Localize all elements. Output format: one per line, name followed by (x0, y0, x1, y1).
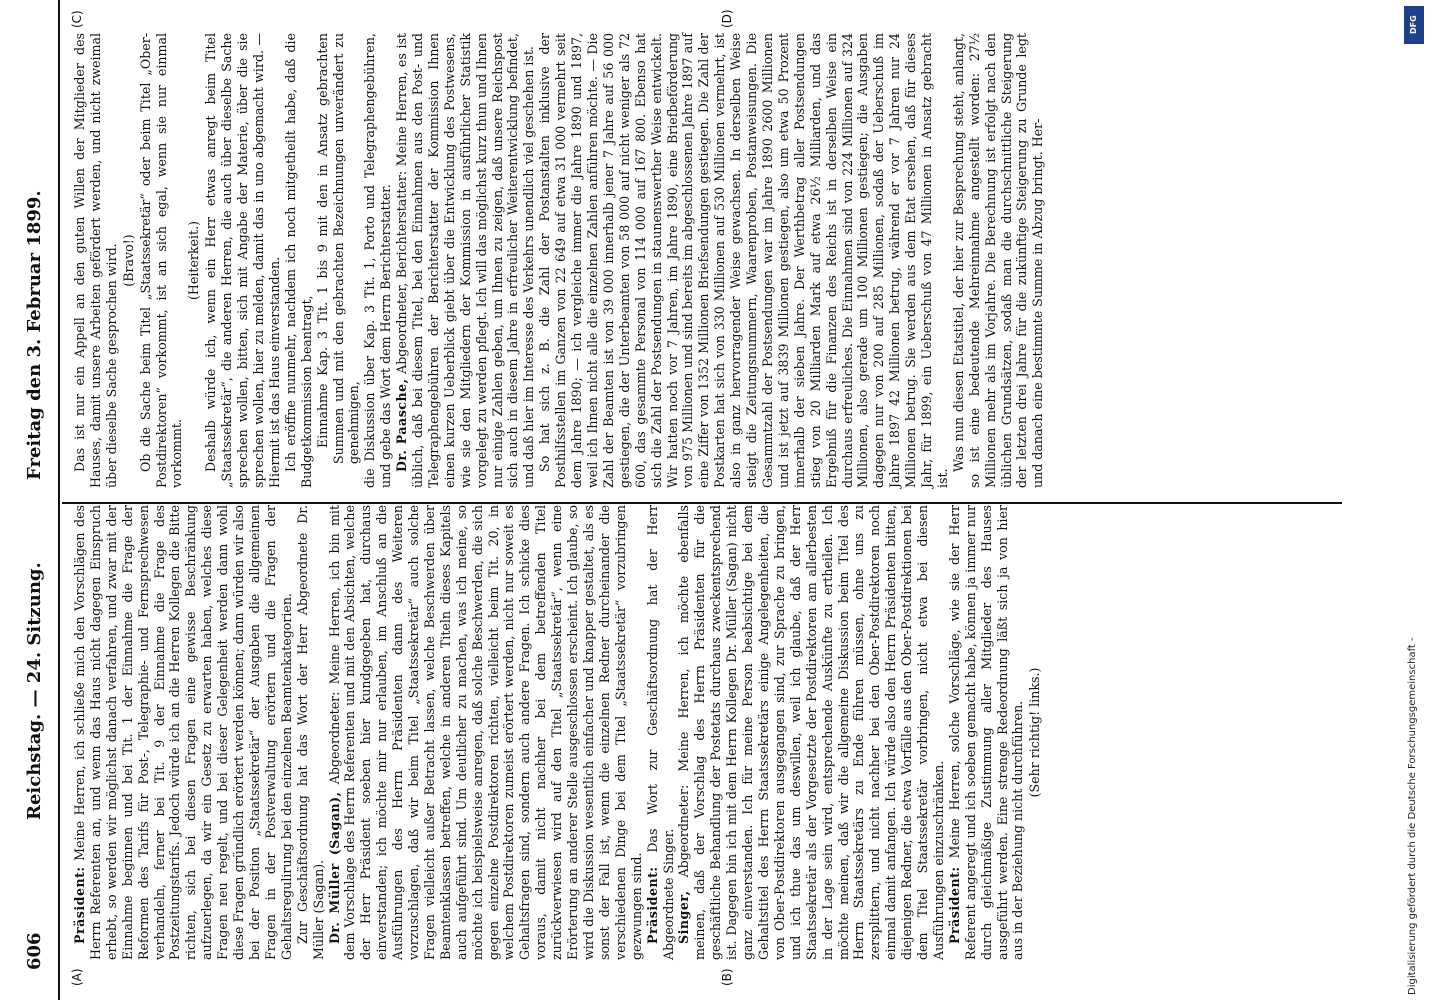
dfg-logo: DFG (1404, 6, 1424, 44)
digitization-credit (1402, 5, 1424, 995)
speaker-name: Präsident: (72, 866, 87, 944)
right-column (72, 33, 1046, 488)
paragraph (327, 505, 645, 960)
paragraph-text: Abgeordneter: Meine Herren, ich möchte ebenfalls meinen, daß der Vorschlag des Herrn Präsidenten für die geschäftliche Behandlung der Postetats durchaus zweckentsprechend ist. Dagegen bin ich mit dem Herrn Kollegen Dr. Müller (Sagan) nicht ganz einverstanden. Ich für meine Person beabsichtige bei dem Gehaltstitel des Herrn Staatssekretärs einige Angelegenheiten, die von Ober-Postdirektoren ausgegangen sind, zur Sprache zu bringen, und ich thue das um deswillen, weil ich glaube, daß der Herr Staatssekretär als der Vorgesetzte der Postdirektoren am allerbesten in der Lage sein wird, entsprechende Auskünfte zu ertheilen. Ich möchte meinen, daß wir die allgemeine Diskussion beim Titel des Herrn Staatssekretärs zu Ende führen müssen, ohne uns zu zersplittern, und nicht nachher bei den Ober-Postdirektoren noch einmal damit anfangen. Ich würde also den Herrn Präsidenten bitten, diejenigen Redner, die etwa Vorfälle aus den Ober-Postdirektionen bei dem Titel Staatssekretär vorbringen, nicht etwa bei diesen Ausführungen einzuschränken. (676, 505, 946, 960)
paragraph: Was nun diesen Etatstitel, der hier zur Besprechung steht, anlangt, so ist eine bedeutende Mehreinnahme angestellt worden: 27½ Millionen mehr als im Vorjahre. Die Berechnung ist erfolgt nach den üblichen Grundsätzen, sodaß man die durchschnittliche Steigerung der letzten drei Jahre für die zukünftige Steigerung zu Grunde legt und danach eine bestimmte Summe in Abzug bringt. Her- (950, 33, 1046, 488)
header-title: Reichstag. — 24. Sitzung. (24, 562, 45, 820)
speaker-name: Präsident: (644, 866, 660, 944)
paragraph: Das ist nur ein Appell an den guten Willen der Mitglieder des Hauses, damit unsere Arbeiten gefördert werden, und nicht zweimal über dieselbe Sache gesprochen wird. (72, 33, 119, 488)
header-date: Freitag den 3. Februar 1899. (24, 190, 45, 480)
paragraph (645, 505, 677, 960)
paragraph: Ob die Sache beim Titel „Staatssekretär“ oder beim Titel „Ober-Postdirektoren“ vorkommt, ist an sich egal, wenn sie nur einmal vorkommt. (137, 33, 185, 488)
page-number: 606 (24, 932, 45, 970)
interjection: (Bravo!) (120, 234, 136, 287)
paragraph (394, 33, 537, 488)
paragraph: Ich eröffne nunmehr, nachdem ich noch mitgetheilt habe, daß die Budgetkommission beantragt, (282, 33, 314, 488)
speaker-name: Präsident: (946, 866, 962, 944)
margin-mark-b: (B) (720, 968, 734, 986)
margin-mark-c: (C) (70, 10, 84, 28)
interjection: (Sehr richtig! links.) (1027, 667, 1043, 798)
speaker-name: Singer, (676, 890, 692, 944)
paragraph (947, 505, 1027, 960)
motion-text: Einnahme Kap. 3 Tit. 1 bis 9 mit den in Ansatz gebrachten Summen und mit den gebrachten Bezeichnungen unverändert zu genehmigen, (314, 33, 362, 464)
paragraph: die Diskussion über Kap. 3 Tit. 1, Porto und Telegraphengebühren, und gebe das Wort dem Herrn Berichterstatter. (362, 33, 394, 488)
paragraph: So hat sich z. B. die Zahl der Postanstalten inklusive der Posthilfsstellen im Ganzen von 22 649 auf etwa 31 000 vermehrt seit dem Jahre 1890; — ich vergleiche immer die Jahre 1890 und 1897, weil ich Ihnen nicht alle die einzelnen Zahlen anführen möchte. — Die Zahl der Beamten ist von 39 000 innerhalb jener 7 Jahre auf 56 000 gestiegen, die der Unterbeamten von 58 000 auf nicht weniger als 72 600, das gesammte Personal von 114 000 auf 167 800. Ebenso hat sich die Zahl der Postsendungen in staunenswerther Weise entwickelt. Wir hatten noch vor 7 Jahren, im Jahre 1890, eine Briefbeförderung von 975 Millionen und sind bereits im abgeschlossenen Jahre 1897 auf eine Ziffer von 1352 Millionen Briefsendungen gestiegen. Die Zahl der Postkarten hat sich von 330 Millionen auf 530 Millionen vermehrt, ist also in ganz hervorragender Weise gewachsen. In derselben Weise steigt die Zeitungsnummern, Waarenproben, Postanweisungen. Die Gesammtzahl der Postsendungen war im Jahre 1890 2600 Millionen und ist jetzt auf 3839 Millionen gestiegen, also um etwa 50 Prozent innerhalb der sieben Jahre. Der Werthbetrag aller Postsendungen stieg von 20 Milliarden Mark auf etwa 26½ Milliarden, und das Ergebniß für die Finanzen des Reichs ist in derselben Weise ein durchaus erfreuliches. Die Einnahmen sind von 224 Millionen auf 324 Millionen, also gerade um 100 Millionen gestiegen; die Ausgaben dagegen nur von 200 auf 285 Millionen, sodaß der Ueberschuß im Jahre 1897 42 Millionen betrug, während er vor 7 Jahren nur 24 Millionen betrug. Sie werden aus dem Etat ersehen, daß für dieses Jahr, für 1899, ein Ueberschuß von 47 Millionen in Ansatz gebracht ist. (537, 33, 950, 488)
paragraph: Zur Geschäftsordnung hat das Wort der Herr Abgeordnete Dr. Müller (Sagan). (294, 505, 326, 960)
credit-text: Digitalisierung gefördert durch die Deutsche Forschungsgemeinschaft - (1407, 637, 1418, 995)
left-column (72, 505, 1044, 960)
paragraph-text: Meine Herren, solche Vorschläge, wie sie der Herr Referent angeregt und ich soeben gemacht habe, können ja immer nur durch gleichmäßige Zustimmung aller Mitglieder des Hauses ausgeführt werden. Eine strenge Redeordnung läßt sich ja von hier aus in der Beziehung nicht durchführen. (946, 505, 1026, 960)
paragraph: Deshalb würde ich, wenn ein Herr etwas anregt beim Titel „Staatssekretär“, die anderen Herren, die auch über dieselbe Sache sprechen wollen, bitten, sich mit Angabe der Materie, über die sie sprechen wollen, hier zu melden, damit das in uno abgemacht wird. — Hiermit ist das Haus einverstanden. (203, 33, 282, 488)
paragraph (72, 505, 295, 960)
margin-mark-d: (D) (720, 9, 734, 28)
speaker-name: Dr. Müller (Sagan), (326, 791, 342, 944)
paragraph-text: Meine Herren, ich schließe mich den Vorschlägen des Herrn Referenten an, und wenn das Haus nicht dagegen Einspruch erhebt, so werden wir möglichst danach verfahren, und zwar mit der Einnahme beginnen und bei Tit. 1 der Einnahme die Frage der Reformen des Tarifs für Post-, Telegraphie- und Fernsprechwesen verhandeln, ferner bei Tit. 9 der Einnahme die Frage des Postzeitungstarifs. Jedoch würde ich an die Herren Kollegen die Bitte richten, sich bei diesen Fragen eine gewisse Beschränkung aufzuerlegen, da wir ein Gesetz zu erwarten haben, welches diese Fragen neu regelt, und bei dieser Gelegenheit werden dann wohl diese Fragen gründlich erörtert werden können; dann würden wir also bei der Position „Staatssekretär“ der Ausgaben die allgemeinen Fragen in der Postverwaltung erörtern und die Fragen der Gehaltsregulirung bei den einzelnen Beamtenkategorien. (72, 505, 294, 960)
page-header (18, 0, 60, 1000)
margin-mark-a: (A) (70, 968, 84, 986)
column-divider (62, 502, 1342, 504)
paragraph-text: Abgeordneter: Meine Herren, ich bin mit dem Vorschlage des Herrn Referenten und mit den Absichten, welche der Herr Präsident soeben hier kundgegeben hat, durchaus einverstanden; ich möchte mir nur erlauben, im Anschluß an die Ausführungen des Herrn Präsidenten dann des Weiteren vorzuschlagen, daß wir beim Titel „Staatssekretär“ auch solche Fragen vielleicht außer Betracht lassen, welche Beschwerden über Beamtenklassen betreffen, welche in anderen Titeln dieses Kapitels auch aufgeführt sind. Um deutlicher zu machen, was ich meine, so möchte ich beispielsweise anregen, daß solche Beschwerden, die sich gegen einzelne Postdirektoren richten, vielleicht beim Tit. 20, in welchem Postdirektoren zumeist erörtert werden, nicht nur soweit es Gehaltsfragen sind, sondern auch andere Fragen. Ich schicke dies voraus, damit nicht nachher bei dem betreffenden Titel zurückverwiesen wird auf den Titel „Staatssekretär“, wenn eine Erörterung an anderer Stelle ausgeschlossen erscheint. Ich glaube, so wird die Diskussion wesentlich einfacher und knapper gestaltet, als es sonst der Fall ist, wenn die einzelnen Redner durcheinander die verschiedenen Dinge bei dem Titel „Staatssekretär“ vorzubringen gezwungen sind. (326, 505, 644, 960)
interjection: (Heiterkeit.) (186, 221, 202, 300)
paragraph (676, 505, 946, 960)
speaker-name: Dr. Paasche, (394, 378, 410, 472)
paragraph-text: Das Wort zur Geschäftsordnung hat der Herr Abgeordnete Singer. (644, 505, 676, 960)
paragraph-text: Abgeordneter, Berichterstatter: Meine Herren, es ist üblich, daß bei diesem Titel, bei den Einnahmen aus den Post- und Telegraphengebühren der Berichterstatter der Kommission Ihnen einen kurzen Ueberblick giebt über die Entwicklung des Postwesens, wie sie den Mitgliedern der Kommission in ausführlicher Statistik vorgelegt zu werden pflegt. Ich will das möglichst kurz thun und Ihnen nur einige Zahlen geben, um Ihnen zu zeigen, daß unsere Reichspost sich auch in diesem Jahre in erfreulicher Weiterentwicklung befindet, und daß hier im Interesse des Verkehrs unendlich viel geschehen ist. (394, 33, 537, 488)
